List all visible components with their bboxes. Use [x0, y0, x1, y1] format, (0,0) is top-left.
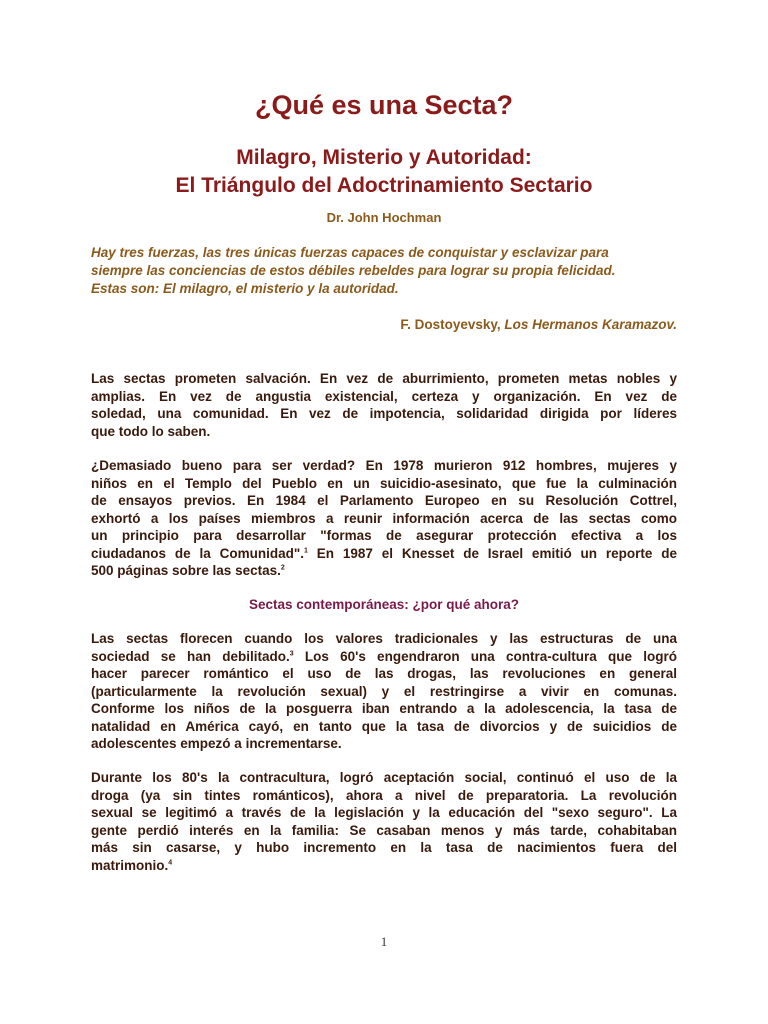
epigraph-attribution: [400, 317, 677, 332]
author-name: Dr. John Hochman: [326, 210, 442, 225]
paragraph-3: [91, 630, 677, 753]
epigraph-line: Hay tres fuerzas, las tres únicas fuerzas capaces de conquistar y esclavizar para: [91, 245, 609, 260]
section-heading: Sectas contemporáneas: ¿por qué ahora?: [248, 597, 520, 612]
line-text: matrimonio.: [91, 857, 169, 873]
footnote-ref[interactable]: 2: [280, 564, 285, 572]
document-title: ¿Qué es una Secta?: [254, 90, 514, 120]
paragraph-line: ¿Demasiado bueno para ser verdad? En 1978 murieron 912 hombres, mujeres y: [91, 458, 677, 473]
paragraph-line: adolescentes empezó a incrementarse.: [91, 736, 342, 751]
line-text: ciudadanos de la Comunidad".: [91, 545, 304, 561]
paragraph-line: que todo lo saben.: [91, 423, 211, 439]
subtitle-line-2: El Triángulo del Adoctrinamiento Sectario: [175, 174, 593, 197]
paragraph-line: más sin casarse, y hubo incremento en la tasa de nacimientos fuera del: [91, 840, 677, 855]
paragraph-line: hacer parecer romántico el uso de las drogas, las revoluciones en general: [91, 666, 677, 681]
paragraph-line: Las sectas florecen cuando los valores tradicionales y las estructuras de una: [91, 631, 677, 646]
footnote-ref[interactable]: 3: [289, 650, 294, 657]
paragraph-line: un principio para desarrollar "formas de asegurar protección efectiva a los: [91, 528, 677, 543]
subtitle-line-1: Milagro, Misterio y Autoridad:: [236, 146, 532, 169]
paragraph-2: [91, 457, 677, 580]
epigraph-line: Estas son: El milagro, el misterio y la autoridad.: [91, 281, 399, 296]
line-text: sociedad se han debilitado.: [91, 648, 290, 664]
paragraph-1: [91, 370, 677, 440]
paragraph-line: Las sectas prometen salvación. En vez de aburrimiento, prometen metas nobles y: [91, 371, 677, 386]
epigraph-quote: [91, 244, 677, 298]
attribution-work: Los Hermanos Karamazov.: [504, 317, 677, 332]
paragraph-line: gente perdió interés en la familia: Se casaban menos y más tarde, cohabitaban: [91, 822, 677, 838]
paragraph-line: [91, 857, 677, 875]
paragraph-4: [91, 769, 677, 874]
line-text: Los 60's engendraron una contra-cultura que logró: [293, 648, 677, 664]
paragraph-line: [91, 545, 677, 563]
paragraph-line: de ensayos previos. En 1984 el Parlamento Europeo en su Resolución Cottrel,: [91, 493, 677, 508]
paragraph-line: amplias. En vez de angustia existencial, certeza y organización. En vez de: [91, 388, 677, 404]
paragraph-line: [91, 562, 677, 580]
paragraph-line: [91, 648, 677, 666]
paragraph-line: Durante los 80's la contracultura, logró aceptación social, continuó el uso de la: [91, 770, 677, 785]
page-number: 1: [380, 934, 388, 949]
paragraph-line: niños en el Templo del Pueblo en un suicidio-asesinato, que fue la culminación: [91, 475, 677, 491]
paragraph-line: natalidad en América cayó, en tanto que la tasa de divorcios y de suicidios de: [91, 718, 677, 734]
paragraph-line: Conforme los niños de la posguerra iban entrando a la adolescencia, la tasa de: [91, 701, 677, 716]
attribution-author: F. Dostoyevsky,: [400, 317, 505, 332]
paragraph-line: droga (ya sin tintes románticos), ahora a nivel de preparatoria. La revolución: [91, 787, 677, 803]
epigraph-line: siempre las conciencias de estos débiles rebeldes para lograr su propia felicidad.: [91, 263, 616, 278]
paragraph-line: sexual se legitimó a través de la legislación y la educación del "sexo seguro". La: [91, 805, 677, 820]
paragraph-line: exhortó a los países miembros a reunir información acerca de las sectas como: [91, 510, 677, 526]
footnote-ref[interactable]: 1: [303, 547, 308, 554]
paragraph-line: (particularmente la revolución sexual) y el restringirse a vivir en comunas.: [91, 683, 677, 699]
footnote-ref[interactable]: 4: [168, 859, 173, 866]
line-text: 500 páginas sobre las sectas.: [91, 563, 281, 578]
paragraph-line: soledad, una comunidad. En vez de impotencia, solidaridad dirigida por líderes: [91, 406, 677, 421]
line-text: En 1987 el Knesset de Israel emitió un reporte de: [307, 545, 677, 561]
document-subtitle: [0, 144, 768, 200]
